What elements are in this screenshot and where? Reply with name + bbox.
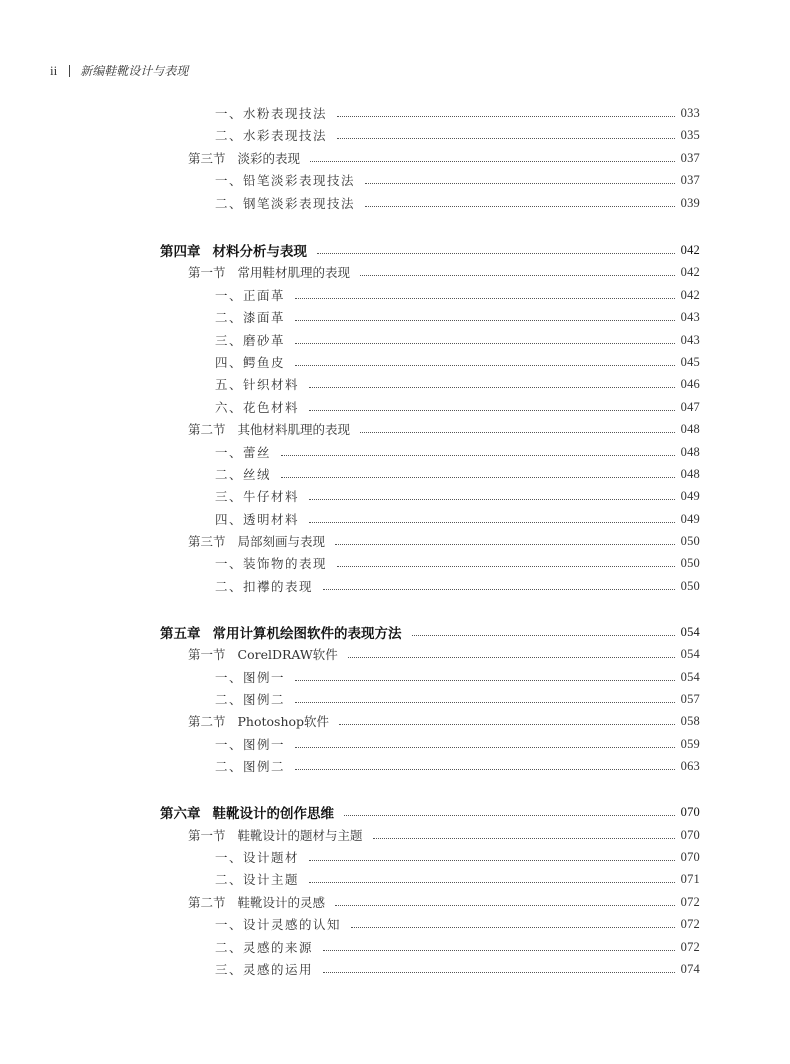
toc-entry-page: 042 <box>680 242 700 257</box>
toc-entry-page: 054 <box>680 624 700 639</box>
toc-entry-page: 037 <box>680 172 700 187</box>
toc-entry-title: CorelDRAW软件 <box>237 647 338 662</box>
toc-entry-page: 070 <box>680 849 700 864</box>
dot-leader <box>323 972 675 973</box>
toc-entry-number: 第五章 <box>160 626 201 642</box>
dot-leader <box>309 499 675 500</box>
dot-leader <box>295 298 675 299</box>
toc-entry-title: 五、针织材料 <box>215 377 300 392</box>
toc-entry-label <box>188 826 363 844</box>
toc-entry-title: 常用计算机绘图软件的表现方法 <box>212 626 402 642</box>
toc-entry-item <box>215 667 700 687</box>
toc-entry-section <box>188 148 700 168</box>
toc-entry-page: 059 <box>680 736 700 751</box>
toc-entry-item <box>215 442 700 462</box>
toc-entry-section <box>188 892 700 912</box>
toc-entry-label <box>160 622 402 642</box>
dot-leader <box>365 183 675 184</box>
toc-entry-title: 一、设计灵感的认知 <box>215 917 342 932</box>
toc-entry-number: 第一节 <box>188 828 226 843</box>
toc-entry-item <box>215 553 700 573</box>
toc-entry-item <box>215 486 700 506</box>
toc-entry-title: 一、正面革 <box>215 288 286 303</box>
toc-entry-label <box>215 375 299 393</box>
dot-leader <box>295 747 675 748</box>
dot-leader <box>335 544 675 545</box>
dot-leader <box>323 950 675 951</box>
dot-leader <box>281 455 675 456</box>
dot-leader <box>295 702 675 703</box>
toc-entry-chapter <box>160 802 700 822</box>
page-number: ii <box>50 62 58 78</box>
toc-entry-title: 二、漆面革 <box>215 310 286 325</box>
toc-entry-title: 材料分析与表现 <box>212 244 307 260</box>
toc-entry-label <box>215 960 313 978</box>
toc-entry-page: 072 <box>680 939 700 954</box>
toc-entry-item <box>215 734 700 754</box>
toc-entry-label <box>160 802 334 822</box>
dot-leader <box>310 161 675 162</box>
toc-entry-page: 042 <box>680 287 700 302</box>
dot-leader <box>360 275 675 276</box>
toc-entry-title: 其他材料肌理的表现 <box>237 422 351 437</box>
toc-entry-title: 二、钢笔淡彩表现技法 <box>215 196 356 211</box>
toc-entry-label <box>188 893 325 911</box>
toc-entry-label <box>215 870 299 888</box>
toc-entry-page: 047 <box>680 399 700 414</box>
running-header <box>50 62 188 79</box>
toc-entry-number: 第二节 <box>188 714 226 729</box>
toc-entry-page: 054 <box>680 669 700 684</box>
toc-entry-page: 070 <box>680 804 700 819</box>
toc-entry-page: 049 <box>680 488 700 503</box>
toc-entry-number: 第一节 <box>188 647 226 662</box>
toc-entry-item <box>215 464 700 484</box>
toc-entry-label <box>188 532 325 550</box>
dot-leader <box>309 387 675 388</box>
toc-entry-title: 二、设计主题 <box>215 872 300 887</box>
dot-leader <box>337 138 675 139</box>
toc-entry-item <box>215 869 700 889</box>
toc-entry-label <box>188 645 338 663</box>
toc-entry-page: 050 <box>680 533 700 548</box>
toc-entry-chapter <box>160 240 700 260</box>
dot-leader <box>309 882 675 883</box>
toc-entry-section <box>188 531 700 551</box>
dot-leader <box>295 769 675 770</box>
toc-entry-item <box>215 847 700 867</box>
toc-entry-number: 第三节 <box>188 151 226 166</box>
toc-entry-label <box>215 668 285 686</box>
toc-entry-page: 035 <box>680 127 700 142</box>
toc-entry-label <box>188 712 329 730</box>
toc-entry-label <box>215 398 299 416</box>
toc-entry-title: 淡彩的表现 <box>237 151 301 166</box>
toc-entry-page: 050 <box>680 555 700 570</box>
dot-leader <box>295 365 675 366</box>
toc-entry-title: 局部刻画与表现 <box>237 534 326 549</box>
toc-entry-chapter <box>160 622 700 642</box>
toc-entry-item <box>215 397 700 417</box>
toc-entry-title: 鞋靴设计的题材与主题 <box>237 828 363 843</box>
toc-entry-label <box>215 938 313 956</box>
toc-entry-page: 042 <box>680 264 700 279</box>
toc-entry-label <box>215 690 285 708</box>
toc-entry-label <box>215 126 327 144</box>
toc-entry-title: 一、装饰物的表现 <box>215 556 328 571</box>
toc-entry-item <box>215 352 700 372</box>
dot-leader <box>337 116 675 117</box>
dot-leader <box>360 432 675 433</box>
toc-entry-page: 048 <box>680 444 700 459</box>
toc-entry-item <box>215 193 700 213</box>
toc-entry-label <box>215 171 355 189</box>
toc-entry-title: 一、设计题材 <box>215 850 300 865</box>
book-title: 新编鞋靴设计与表现 <box>80 64 189 78</box>
toc-entry-section <box>188 262 700 282</box>
toc-entry-number: 第二节 <box>188 895 226 910</box>
toc-entry-label <box>215 554 327 572</box>
dot-leader <box>365 206 675 207</box>
toc-entry-title: Photoshop软件 <box>237 714 330 729</box>
toc-entry-title: 六、花色材料 <box>215 400 300 415</box>
toc-entry-title: 二、灵感的来源 <box>215 940 314 955</box>
toc-entry-number: 第二节 <box>188 422 226 437</box>
toc-entry-label <box>215 757 285 775</box>
dot-leader <box>281 477 675 478</box>
toc-entry-label <box>215 194 355 212</box>
toc-entry-label <box>215 331 285 349</box>
toc-entry-number: 第四章 <box>160 244 201 260</box>
toc-entry-title: 四、透明材料 <box>215 512 300 527</box>
dot-leader <box>295 320 675 321</box>
dot-leader <box>412 635 675 636</box>
toc-entry-label <box>215 510 299 528</box>
dot-leader <box>344 815 675 816</box>
dot-leader <box>373 838 675 839</box>
toc-entry-item <box>215 330 700 350</box>
toc-entry-number: 第一节 <box>188 265 226 280</box>
toc-entry-title: 二、丝绒 <box>215 467 272 482</box>
toc-entry-page: 048 <box>680 421 700 436</box>
toc-entry-label <box>188 263 350 281</box>
toc-entry-label <box>215 465 271 483</box>
toc-entry-item <box>215 959 700 979</box>
toc-entry-title: 二、图例二 <box>215 692 286 707</box>
toc-entry-page: 074 <box>680 961 700 976</box>
toc-entry-title: 一、图例一 <box>215 737 286 752</box>
toc-entry-page: 072 <box>680 894 700 909</box>
toc-entry-number: 第三节 <box>188 534 226 549</box>
toc-entry-title: 一、水粉表现技法 <box>215 106 328 121</box>
toc-entry-title: 二、图例二 <box>215 759 286 774</box>
toc-entry-item <box>215 170 700 190</box>
dot-leader <box>309 410 675 411</box>
dot-leader <box>351 927 675 928</box>
toc-entry-title: 鞋靴设计的创作思维 <box>212 806 334 822</box>
toc-entry-title: 三、牛仔材料 <box>215 489 300 504</box>
toc-entry-page: 072 <box>680 916 700 931</box>
toc-entry-page: 039 <box>680 195 700 210</box>
dot-leader <box>309 522 675 523</box>
toc-entry-section <box>188 644 700 664</box>
toc-entry-title: 一、蕾丝 <box>215 445 272 460</box>
toc-entry-label <box>188 420 350 438</box>
toc-entry-label <box>215 915 341 933</box>
toc-entry-item <box>215 374 700 394</box>
toc-entry-label <box>215 286 285 304</box>
toc-entry-title: 四、鳄鱼皮 <box>215 355 286 370</box>
dot-leader <box>348 657 675 658</box>
toc-entry-item <box>215 509 700 529</box>
dot-leader <box>339 724 675 725</box>
toc-entry-item <box>215 914 700 934</box>
toc-entry-page: 071 <box>680 871 700 886</box>
toc-entry-page: 037 <box>680 150 700 165</box>
toc-entry-page: 033 <box>680 105 700 120</box>
toc-entry-number: 第六章 <box>160 806 201 822</box>
dot-leader <box>317 253 675 254</box>
toc-entry-label <box>188 149 300 167</box>
toc-entry-title: 鞋靴设计的灵感 <box>237 895 326 910</box>
header-divider <box>69 65 70 77</box>
toc-entry-item <box>215 285 700 305</box>
toc-entry-page: 043 <box>680 309 700 324</box>
toc-entry-item <box>215 756 700 776</box>
dot-leader <box>309 860 675 861</box>
toc-entry-item <box>215 307 700 327</box>
toc-entry-page: 050 <box>680 578 700 593</box>
toc-entry-label <box>215 848 299 866</box>
toc-entry-page: 045 <box>680 354 700 369</box>
toc-entry-label <box>215 735 285 753</box>
toc-entry-page: 049 <box>680 511 700 526</box>
toc-entry-item <box>215 125 700 145</box>
toc-entry-label <box>215 577 313 595</box>
toc-entry-item <box>215 689 700 709</box>
toc-entry-title: 二、水彩表现技法 <box>215 128 328 143</box>
toc-entry-page: 058 <box>680 713 700 728</box>
toc-entry-title: 一、图例一 <box>215 670 286 685</box>
toc-entry-item <box>215 103 700 123</box>
toc-entry-item <box>215 937 700 957</box>
toc-entry-title: 三、灵感的运用 <box>215 962 314 977</box>
toc-entry-label <box>215 443 271 461</box>
toc-entry-title: 一、铅笔淡彩表现技法 <box>215 173 356 188</box>
toc-entry-title: 三、磨砂革 <box>215 333 286 348</box>
dot-leader <box>337 566 675 567</box>
toc-entry-label <box>215 104 327 122</box>
toc-entry-page: 043 <box>680 332 700 347</box>
dot-leader <box>295 680 675 681</box>
toc-entry-page: 046 <box>680 376 700 391</box>
toc-entry-page: 063 <box>680 758 700 773</box>
toc-entry-page: 070 <box>680 827 700 842</box>
toc-entry-section <box>188 825 700 845</box>
toc-entry-page: 057 <box>680 691 700 706</box>
dot-leader <box>295 343 675 344</box>
toc-entry-label <box>215 353 285 371</box>
toc-entry-section <box>188 711 700 731</box>
dot-leader <box>323 589 675 590</box>
toc-entry-label <box>215 308 285 326</box>
toc-entry-item <box>215 576 700 596</box>
toc-entry-page: 048 <box>680 466 700 481</box>
toc-entry-title: 常用鞋材肌理的表现 <box>237 265 351 280</box>
toc-entry-title: 二、扣襻的表现 <box>215 579 314 594</box>
toc-entry-label <box>215 487 299 505</box>
toc-entry-label <box>160 240 307 260</box>
toc-entry-page: 054 <box>680 646 700 661</box>
dot-leader <box>335 905 675 906</box>
toc-entry-section <box>188 419 700 439</box>
